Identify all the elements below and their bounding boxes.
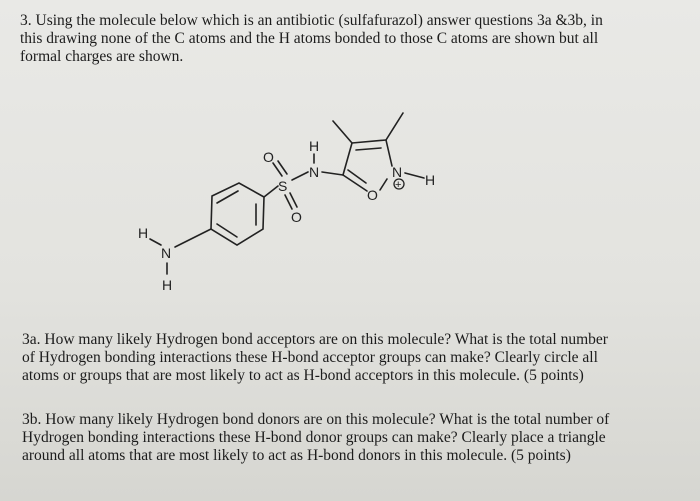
- atom-o-top: O: [263, 149, 274, 165]
- bond-s-o-bottom: [290, 193, 297, 207]
- methyl-bond: [333, 121, 352, 143]
- isoxazole-bond: [352, 140, 386, 143]
- question-3a-line: 3a. How many likely Hydrogen bond acceptors are on this molecule? What is the total number: [22, 331, 608, 348]
- question-3-line: 3. Using the molecule below which is an antibiotic (sulfafurazol) answer questions 3a &3b, in: [20, 12, 603, 29]
- atom-o-bottom: O: [291, 209, 302, 225]
- atom-o-ring: O: [367, 187, 378, 203]
- bond-s-n: [292, 172, 308, 180]
- formal-charge-sign: +: [395, 179, 402, 191]
- bond-ring-s: [264, 186, 278, 197]
- question-3b-text: [22, 411, 682, 465]
- question-3a-text: [22, 331, 682, 385]
- bond-n-ring: [322, 172, 343, 175]
- question-3b-line: 3b. How many likely Hydrogen bond donors are on this molecule? What is the total number of: [22, 411, 610, 428]
- atom-n-amine: N: [161, 245, 172, 261]
- bond-ring-n-h: [405, 173, 424, 178]
- isoxazole-bond: [380, 179, 387, 190]
- bond-ring-amine: [175, 229, 211, 247]
- question-3-line: formal charges are shown.: [20, 48, 184, 65]
- atom-h-amine-bottom: H: [162, 277, 173, 293]
- methyl-bond: [386, 113, 403, 140]
- atom-h-top: H: [309, 138, 320, 154]
- atom-n-ring: N: [392, 164, 403, 180]
- bond-s-o-bottom: [285, 195, 292, 209]
- question-3b-line: around all atoms that are most likely to act as H-bond donors in this molecule. (5 points): [22, 447, 571, 464]
- atom-s: S: [278, 178, 288, 194]
- isoxazole-double-bond: [356, 148, 381, 150]
- question-3-line: this drawing none of the C atoms and the H atoms bonded to those C atoms are shown but all: [20, 30, 599, 47]
- atom-n-sulfonamide: N: [309, 164, 320, 180]
- bond-amine-h-left: [150, 239, 161, 245]
- isoxazole-bond: [343, 175, 367, 191]
- question-3a-line: atoms or groups that are most likely to act as H-bond acceptors in this molecule. (5 points): [22, 367, 584, 384]
- question-3b-line: Hydrogen bonding interactions these H-bond donor groups can make? Clearly place a triangle: [22, 429, 606, 446]
- atom-h-ring: H: [425, 172, 436, 188]
- isoxazole-bond: [386, 140, 392, 166]
- question-3a-line: of Hydrogen bonding interactions these H-bond acceptor groups can make? Clearly circle all: [22, 349, 598, 366]
- atom-h-amine-left: H: [138, 225, 149, 241]
